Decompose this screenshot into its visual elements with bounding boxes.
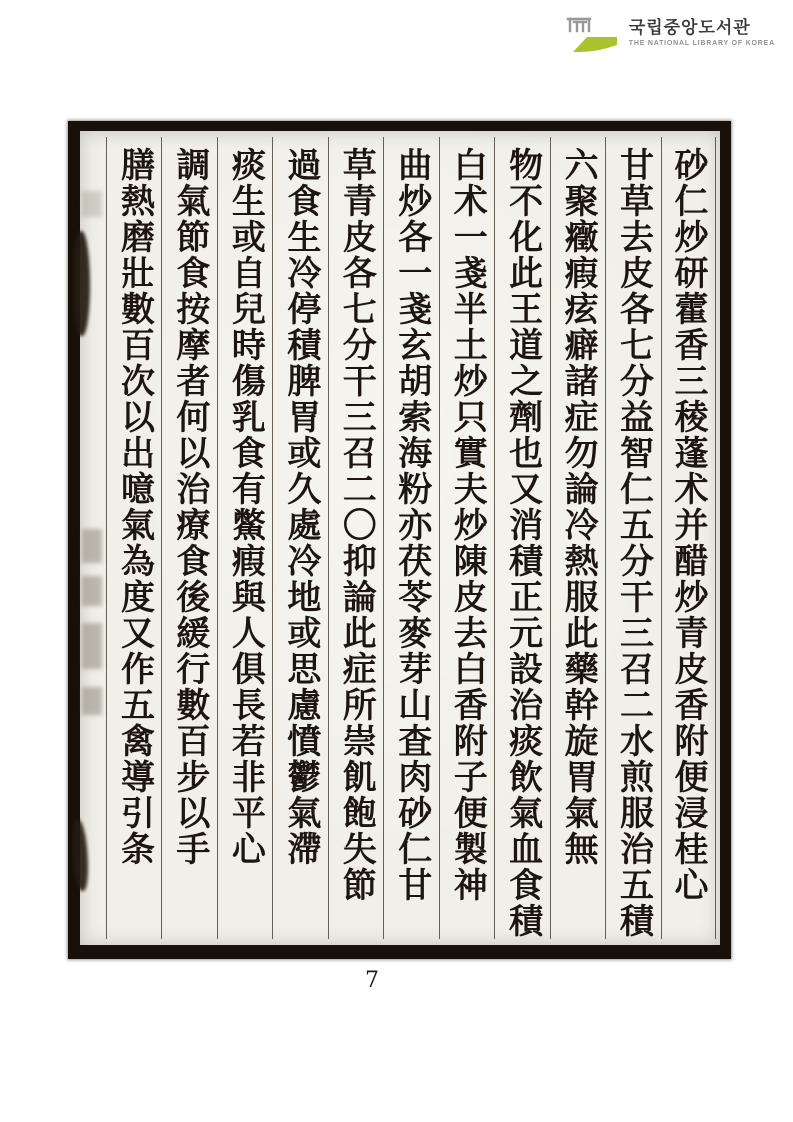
ink-ghost-mark bbox=[82, 576, 102, 606]
text-column-6: 曲炒各一戔玄胡索海粉亦茯苓麥芽山査肉砂仁甘 bbox=[383, 137, 438, 939]
ink-ghost-mark bbox=[82, 191, 102, 217]
page-number: 7 bbox=[365, 968, 379, 993]
text-column-9: 痰生或自兒時傷乳食有鱉瘕與人俱長若非平心 bbox=[217, 137, 272, 939]
library-name-english: THE NATIONAL LIBRARY OF KOREA bbox=[628, 40, 775, 48]
ink-smudge bbox=[73, 819, 88, 891]
text-column-3: 六聚癥瘕痃癖諸症勿論冷熱服此藥幹旋胃氣無 bbox=[550, 137, 605, 939]
library-logo bbox=[565, 12, 775, 54]
text-column-7: 草青皮各七分干三召二〇抑論此症所崇飢飽失節 bbox=[328, 137, 383, 939]
text-columns bbox=[106, 137, 716, 939]
text-column-10: 調氣節食按摩者何以治療食後緩行數百步以手 bbox=[161, 137, 216, 939]
text-column-1: 砂仁炒研藿香三稜蓬术并醋炒青皮香附便浸桂心 bbox=[661, 137, 716, 939]
ink-ghost-mark bbox=[82, 529, 102, 563]
text-column-8: 過食生冷停積脾胃或久處冷地或思慮憤鬱氣滯 bbox=[272, 137, 327, 939]
ink-ghost-mark bbox=[82, 623, 102, 669]
text-column-2: 甘草去皮各七分益智仁五分干三召二水煎服治五積 bbox=[605, 137, 660, 939]
text-column-4: 物不化此王道之劑也又消積正元設治痰飲氣血食積 bbox=[494, 137, 549, 939]
text-column-11: 膳熱磨壯數百次以出噫氣為度又作五禽導引条 bbox=[106, 137, 161, 939]
library-name-korean: 국립중앙도서관 bbox=[628, 17, 751, 38]
library-building-icon bbox=[565, 12, 619, 54]
ink-ghost-mark bbox=[82, 687, 102, 715]
text-column-5: 白术一戔半土炒只實夫炒陳皮去白香附子便製神 bbox=[439, 137, 494, 939]
scanned-page bbox=[68, 121, 731, 959]
ink-smudge bbox=[74, 231, 90, 336]
